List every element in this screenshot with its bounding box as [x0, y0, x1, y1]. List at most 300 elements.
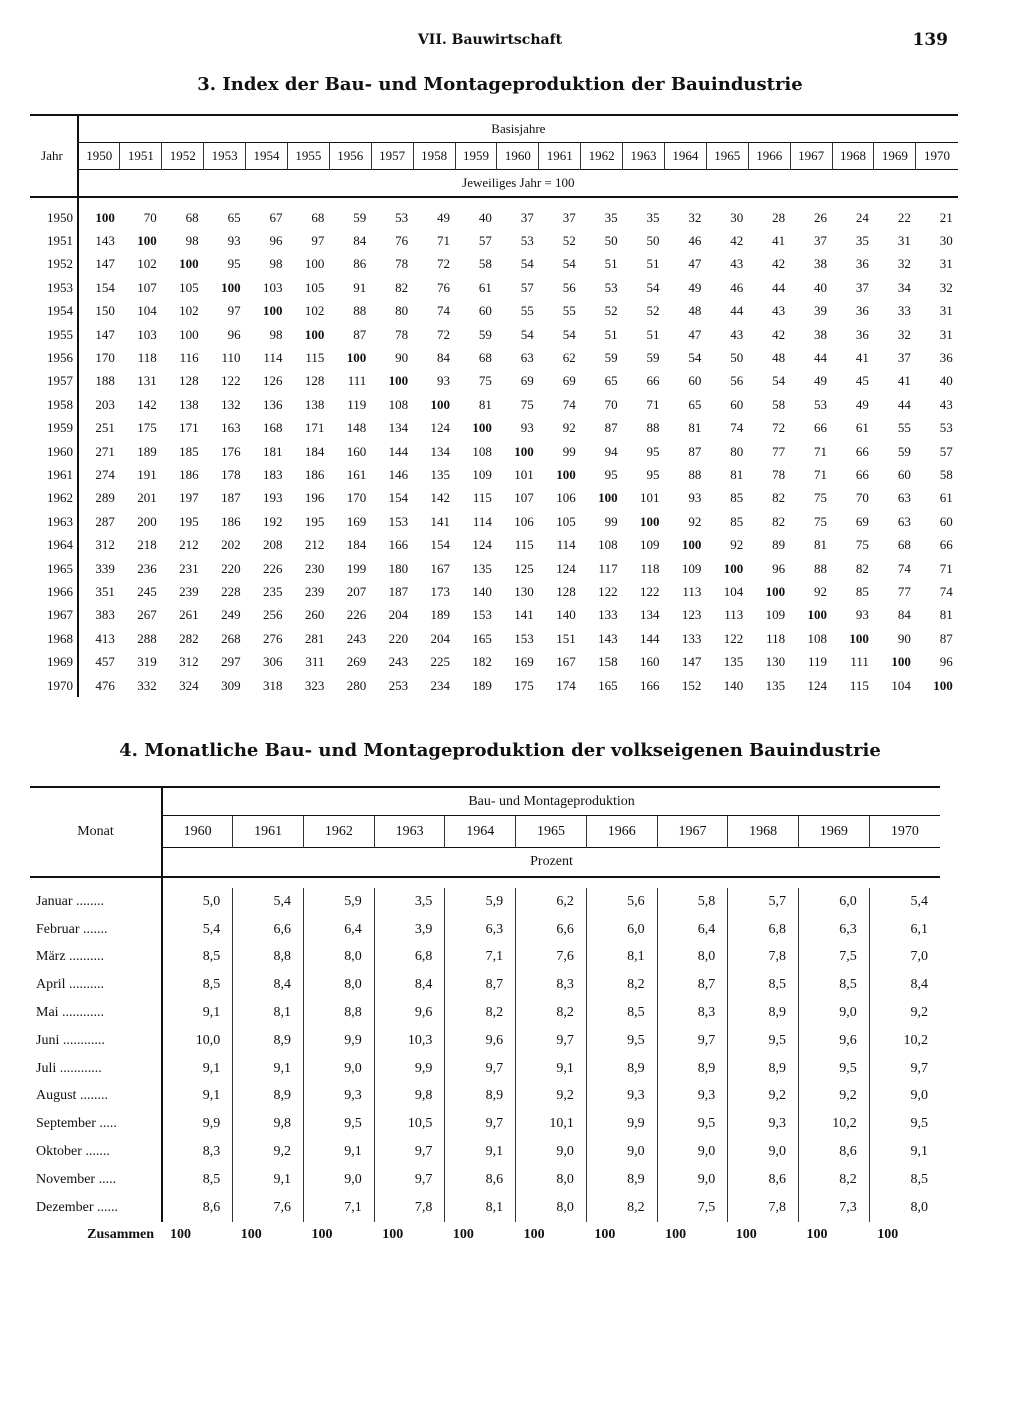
- percent-value: 8,4: [374, 971, 445, 999]
- index-value: 78: [395, 326, 409, 342]
- index-value: 96: [772, 560, 786, 576]
- percent-value: 9,9: [303, 1027, 374, 1055]
- year-header: 1967: [657, 816, 728, 848]
- percent-value: 8,9: [233, 1027, 304, 1055]
- month-label: Juli ............: [30, 1055, 162, 1083]
- index-value: 68: [311, 209, 325, 225]
- year-header: 1965: [516, 816, 587, 848]
- table-row: [30, 999, 940, 1027]
- percent-value: 9,7: [657, 1027, 728, 1055]
- index-value: 114: [556, 537, 576, 553]
- percent-value: 8,5: [202, 949, 221, 965]
- index-value: 87: [353, 326, 367, 342]
- index-value: 110: [221, 350, 241, 366]
- index-value: 82: [772, 513, 786, 529]
- index-value: 158: [598, 654, 618, 670]
- index-value: 106: [556, 490, 576, 506]
- index-value: 108: [598, 537, 618, 553]
- index-value: 98: [269, 256, 283, 272]
- index-value: 53: [939, 420, 953, 436]
- index-value: 72: [437, 326, 451, 342]
- index-value: 175: [137, 420, 157, 436]
- index-value: 59: [604, 350, 618, 366]
- index-value: 88: [688, 466, 702, 482]
- index-value: 94: [604, 443, 618, 459]
- percent-value: 6,0: [586, 916, 657, 944]
- percent-value: 7,3: [799, 1194, 870, 1222]
- index-value: 35: [855, 233, 869, 249]
- percent-value: 6,6: [516, 916, 587, 944]
- base-year-header: 1969: [874, 143, 916, 170]
- index-value: 226: [262, 560, 283, 576]
- index-value: 81: [688, 420, 702, 436]
- index-value: 165: [598, 677, 618, 693]
- index-value: 70: [604, 396, 618, 412]
- index-value: 282: [179, 630, 199, 646]
- index-value: 60: [478, 303, 492, 319]
- table-row: [30, 1055, 940, 1083]
- index-value: 180: [388, 560, 409, 576]
- percent-value: 8,4: [869, 971, 940, 999]
- base-year-header: 1964: [664, 143, 706, 170]
- percent-value: 9,1: [233, 1055, 304, 1083]
- total-value: 100: [523, 1227, 545, 1243]
- index-value: 113: [724, 607, 744, 623]
- index-value: 36: [939, 350, 953, 366]
- index-value: 100: [514, 443, 534, 459]
- index-value: 105: [556, 513, 576, 529]
- percent-value: 8,2: [516, 999, 587, 1027]
- index-value: 187: [221, 490, 241, 506]
- index-value: 41: [772, 233, 786, 249]
- percent-value: 5,4: [202, 921, 221, 937]
- percent-value: 8,1: [233, 999, 304, 1027]
- index-value: 187: [388, 583, 409, 599]
- index-value: 75: [814, 490, 828, 506]
- index-value: 93: [437, 373, 451, 389]
- year-label: 1951: [30, 229, 78, 252]
- index-value: 37: [520, 209, 534, 225]
- base-year-header: 1954: [246, 143, 288, 170]
- index-value: 111: [850, 654, 869, 670]
- table-row: [30, 300, 958, 323]
- index-value: 122: [598, 583, 618, 599]
- index-value: 269: [346, 654, 367, 670]
- index-value: 100: [430, 396, 451, 412]
- table-row: [30, 1110, 940, 1138]
- index-value: 208: [262, 537, 283, 553]
- index-value: 81: [939, 607, 953, 623]
- percent-value: 8,5: [869, 1166, 940, 1194]
- index-value: 54: [646, 279, 660, 295]
- index-value: 143: [598, 630, 618, 646]
- index-value: 37: [855, 279, 869, 295]
- index-value: 77: [772, 443, 786, 459]
- percent-value: 8,0: [516, 1194, 587, 1222]
- index-value: 161: [346, 466, 367, 482]
- index-value: 476: [95, 677, 115, 693]
- percent-value: 9,7: [374, 1138, 445, 1166]
- year-label: 1967: [30, 604, 78, 627]
- percent-value: 9,1: [202, 1005, 221, 1021]
- percent-value: 9,6: [445, 1027, 516, 1055]
- percent-value: 5,9: [303, 888, 374, 916]
- index-value: 84: [437, 350, 451, 366]
- index-value: 140: [556, 607, 576, 623]
- index-value: 256: [262, 607, 283, 623]
- index-value: 88: [814, 560, 828, 576]
- index-value: 56: [730, 373, 744, 389]
- percent-value: 8,6: [728, 1166, 799, 1194]
- percent-value: 10,0: [195, 1032, 221, 1048]
- index-value: 95: [227, 256, 241, 272]
- index-value: 160: [639, 654, 660, 670]
- index-value: 59: [897, 443, 911, 459]
- total-value: 100: [452, 1227, 474, 1243]
- index-value: 82: [395, 279, 409, 295]
- index-value: 201: [137, 490, 157, 506]
- index-value: 189: [472, 677, 492, 693]
- index-value: 109: [765, 607, 786, 623]
- index-value: 60: [730, 396, 744, 412]
- index-value: 57: [939, 443, 953, 459]
- index-value: 153: [388, 513, 409, 529]
- index-value: 92: [730, 537, 744, 553]
- index-value: 32: [897, 326, 911, 342]
- percent-value: 9,2: [869, 999, 940, 1027]
- index-value: 102: [179, 303, 199, 319]
- base-year-header: 1970: [916, 143, 958, 170]
- month-label: Februar .......: [30, 916, 162, 944]
- percent-value: 8,6: [445, 1166, 516, 1194]
- table-row: [30, 229, 958, 252]
- index-value: 92: [814, 583, 828, 599]
- year-label: 1954: [30, 300, 78, 323]
- index-value: 267: [137, 607, 157, 623]
- index-value: 55: [520, 303, 534, 319]
- total-label: Zusammen: [87, 1227, 155, 1243]
- index-value: 65: [604, 373, 618, 389]
- base-year-header: 1961: [539, 143, 581, 170]
- index-value: 189: [137, 443, 157, 459]
- percent-value: 9,1: [445, 1138, 516, 1166]
- table-row: [30, 206, 958, 229]
- index-value: 186: [221, 513, 241, 529]
- index-value: 42: [730, 233, 744, 249]
- table-row: [30, 370, 958, 393]
- month-label: September .....: [30, 1110, 162, 1138]
- base-year-header: 1967: [790, 143, 832, 170]
- year-label: 1952: [30, 253, 78, 276]
- index-value: 81: [478, 396, 492, 412]
- index-value: 47: [688, 326, 702, 342]
- percent-value: 8,7: [657, 971, 728, 999]
- index-value: 46: [688, 233, 702, 249]
- year-header: 1969: [799, 816, 870, 848]
- index-value: 184: [304, 443, 325, 459]
- index-value: 226: [346, 607, 367, 623]
- index-value: 197: [179, 490, 199, 506]
- index-value: 74: [562, 396, 576, 412]
- index-value: 78: [395, 256, 409, 272]
- index-value: 74: [437, 303, 451, 319]
- percent-value: 8,8: [303, 999, 374, 1027]
- percent-value: 7,5: [799, 944, 870, 972]
- index-value: 43: [730, 256, 744, 272]
- index-value: 236: [137, 560, 157, 576]
- index-value: 28: [772, 209, 786, 225]
- index-value: 50: [604, 233, 618, 249]
- index-value: 143: [95, 233, 115, 249]
- index-value: 50: [730, 350, 744, 366]
- index-value: 66: [855, 443, 869, 459]
- percent-value: 6,6: [233, 916, 304, 944]
- index-value: 245: [137, 583, 157, 599]
- index-value: 103: [262, 279, 283, 295]
- index-value: 135: [472, 560, 492, 576]
- monthly-table: [30, 786, 940, 1249]
- index-value: 43: [730, 326, 744, 342]
- base-year-header: 1953: [204, 143, 246, 170]
- index-value: 235: [262, 583, 283, 599]
- index-value: 63: [897, 513, 911, 529]
- index-value: 100: [723, 560, 744, 576]
- index-value: 134: [388, 420, 409, 436]
- index-value: 175: [514, 677, 534, 693]
- index-value: 146: [388, 466, 409, 482]
- total-value: 100: [806, 1227, 828, 1243]
- index-value: 100: [304, 326, 325, 342]
- index-value: 49: [437, 209, 451, 225]
- index-value: 95: [604, 466, 618, 482]
- year-header: 1961: [233, 816, 304, 848]
- percent-value: 9,5: [586, 1027, 657, 1055]
- index-value: 33: [897, 303, 911, 319]
- index-value: 312: [95, 537, 115, 553]
- percent-value: 9,1: [303, 1138, 374, 1166]
- index-value: 60: [897, 466, 911, 482]
- index-value: 62: [562, 350, 576, 366]
- base-year-header: 1959: [455, 143, 497, 170]
- table-row: [30, 487, 958, 510]
- index-value: 48: [772, 350, 786, 366]
- index-value: 260: [304, 607, 325, 623]
- index-value: 100: [891, 654, 911, 670]
- index-value: 140: [472, 583, 492, 599]
- index-value: 191: [137, 466, 157, 482]
- index-value: 100: [179, 256, 199, 272]
- index-value: 151: [556, 630, 576, 646]
- index-value: 306: [262, 654, 283, 670]
- table4-title: 4. Monatliche Bau- und Montageproduktion der volkseigenen Bauindustrie: [119, 740, 881, 761]
- index-value: 37: [897, 350, 911, 366]
- month-label: November .....: [30, 1166, 162, 1194]
- percent-value: 8,3: [202, 1144, 221, 1160]
- index-value: 61: [855, 420, 869, 436]
- index-value: 166: [639, 677, 660, 693]
- index-value: 82: [855, 560, 869, 576]
- index-value: 36: [855, 256, 869, 272]
- index-value: 93: [688, 490, 702, 506]
- index-value: 122: [723, 630, 744, 646]
- index-value: 268: [221, 630, 241, 646]
- index-value: 116: [179, 350, 199, 366]
- percent-value: 10,1: [516, 1110, 587, 1138]
- index-value: 89: [772, 537, 786, 553]
- percent-value: 9,0: [303, 1055, 374, 1083]
- percent-value: 9,0: [657, 1138, 728, 1166]
- index-value: 142: [430, 490, 451, 506]
- index-value: 243: [388, 654, 409, 670]
- percent-value: 9,8: [374, 1083, 445, 1111]
- index-value: 50: [646, 233, 660, 249]
- index-value: 87: [688, 443, 702, 459]
- index-value: 60: [939, 513, 953, 529]
- percent-value: 8,1: [586, 944, 657, 972]
- index-value: 108: [807, 630, 828, 646]
- index-value: 100: [304, 256, 325, 272]
- index-value: 166: [388, 537, 409, 553]
- index-value: 93: [855, 607, 869, 623]
- table-row: [30, 674, 958, 697]
- percent-value: 9,0: [728, 1138, 799, 1166]
- group-header: Basisjahre: [78, 115, 958, 143]
- index-value: 51: [646, 256, 660, 272]
- index-value: 108: [388, 396, 409, 412]
- index-value: 96: [939, 654, 953, 670]
- percent-value: 9,3: [728, 1110, 799, 1138]
- index-value: 68: [478, 350, 492, 366]
- index-value: 66: [814, 420, 828, 436]
- percent-value: 9,5: [728, 1027, 799, 1055]
- year-label: 1966: [30, 580, 78, 603]
- index-value: 44: [897, 396, 911, 412]
- index-value: 59: [646, 350, 660, 366]
- index-value: 128: [304, 373, 325, 389]
- index-value: 171: [179, 420, 199, 436]
- index-value: 71: [939, 560, 953, 576]
- index-value: 38: [814, 326, 828, 342]
- year-label: 1957: [30, 370, 78, 393]
- index-value: 69: [855, 513, 869, 529]
- index-value: 43: [939, 396, 953, 412]
- index-value: 119: [808, 654, 828, 670]
- index-value: 98: [185, 233, 199, 249]
- year-header: 1960: [183, 823, 212, 839]
- index-value: 104: [723, 583, 744, 599]
- index-value: 53: [604, 279, 618, 295]
- percent-value: 9,9: [586, 1110, 657, 1138]
- index-value: 43: [772, 303, 786, 319]
- index-value: 99: [562, 443, 576, 459]
- index-value: 69: [562, 373, 576, 389]
- index-value: 51: [604, 326, 618, 342]
- index-value: 138: [179, 396, 199, 412]
- index-value: 218: [137, 537, 157, 553]
- index-value: 32: [688, 209, 702, 225]
- index-value: 100: [95, 209, 115, 225]
- base-year-header: 1965: [706, 143, 748, 170]
- total-row: [30, 1222, 940, 1250]
- index-value: 204: [430, 630, 451, 646]
- month-label: April ..........: [30, 971, 162, 999]
- index-value: 106: [514, 513, 534, 529]
- index-value: 107: [514, 490, 534, 506]
- index-value: 115: [472, 490, 492, 506]
- percent-value: 8,0: [657, 944, 728, 972]
- total-value: 100: [877, 1227, 899, 1243]
- percent-value: 8,2: [586, 971, 657, 999]
- index-value: 100: [681, 537, 702, 553]
- index-value: 71: [814, 466, 828, 482]
- percent-value: 8,9: [728, 1055, 799, 1083]
- index-value: 251: [95, 420, 115, 436]
- index-value: 147: [681, 654, 702, 670]
- index-value: 228: [221, 583, 241, 599]
- year-label: 1963: [30, 510, 78, 533]
- index-value: 44: [730, 303, 744, 319]
- index-value: 63: [897, 490, 911, 506]
- index-value: 109: [472, 466, 492, 482]
- index-value: 53: [814, 396, 828, 412]
- index-value: 195: [179, 513, 199, 529]
- index-value: 309: [221, 677, 241, 693]
- index-value: 274: [95, 466, 115, 482]
- index-value: 100: [388, 373, 409, 389]
- index-value: 100: [807, 607, 828, 623]
- base-year-header: 1966: [748, 143, 790, 170]
- index-value: 96: [227, 326, 241, 342]
- index-value: 38: [814, 256, 828, 272]
- index-value: 144: [388, 443, 409, 459]
- index-value: 311: [305, 654, 325, 670]
- index-value: 74: [939, 583, 953, 599]
- year-label: 1958: [30, 393, 78, 416]
- percent-value: 8,6: [202, 1199, 221, 1215]
- percent-value: 8,9: [728, 999, 799, 1027]
- table-row: [30, 580, 958, 603]
- index-value: 339: [95, 560, 115, 576]
- month-label: März ..........: [30, 944, 162, 972]
- index-value: 212: [179, 537, 199, 553]
- percent-value: 9,0: [516, 1138, 587, 1166]
- index-value: 153: [514, 630, 534, 646]
- index-value: 22: [897, 209, 911, 225]
- percent-value: 9,9: [374, 1055, 445, 1083]
- total-value: 100: [665, 1227, 687, 1243]
- percent-value: 3,5: [374, 888, 445, 916]
- year-header: 1964: [445, 816, 516, 848]
- month-label: Oktober .......: [30, 1138, 162, 1166]
- index-value: 71: [437, 233, 451, 249]
- year-label: 1965: [30, 557, 78, 580]
- percent-value: 9,0: [303, 1166, 374, 1194]
- index-value: 54: [520, 326, 534, 342]
- index-value: 189: [430, 607, 451, 623]
- index-value: 97: [227, 303, 241, 319]
- percent-value: 8,0: [303, 944, 374, 972]
- index-value: 134: [430, 443, 451, 459]
- index-value: 115: [305, 350, 325, 366]
- index-value: 142: [137, 396, 157, 412]
- index-value: 104: [891, 677, 911, 693]
- index-value: 122: [639, 583, 660, 599]
- index-value: 181: [262, 443, 283, 459]
- index-value: 61: [478, 279, 492, 295]
- index-value: 87: [939, 630, 953, 646]
- month-label: August ........: [30, 1083, 162, 1111]
- index-value: 457: [95, 654, 115, 670]
